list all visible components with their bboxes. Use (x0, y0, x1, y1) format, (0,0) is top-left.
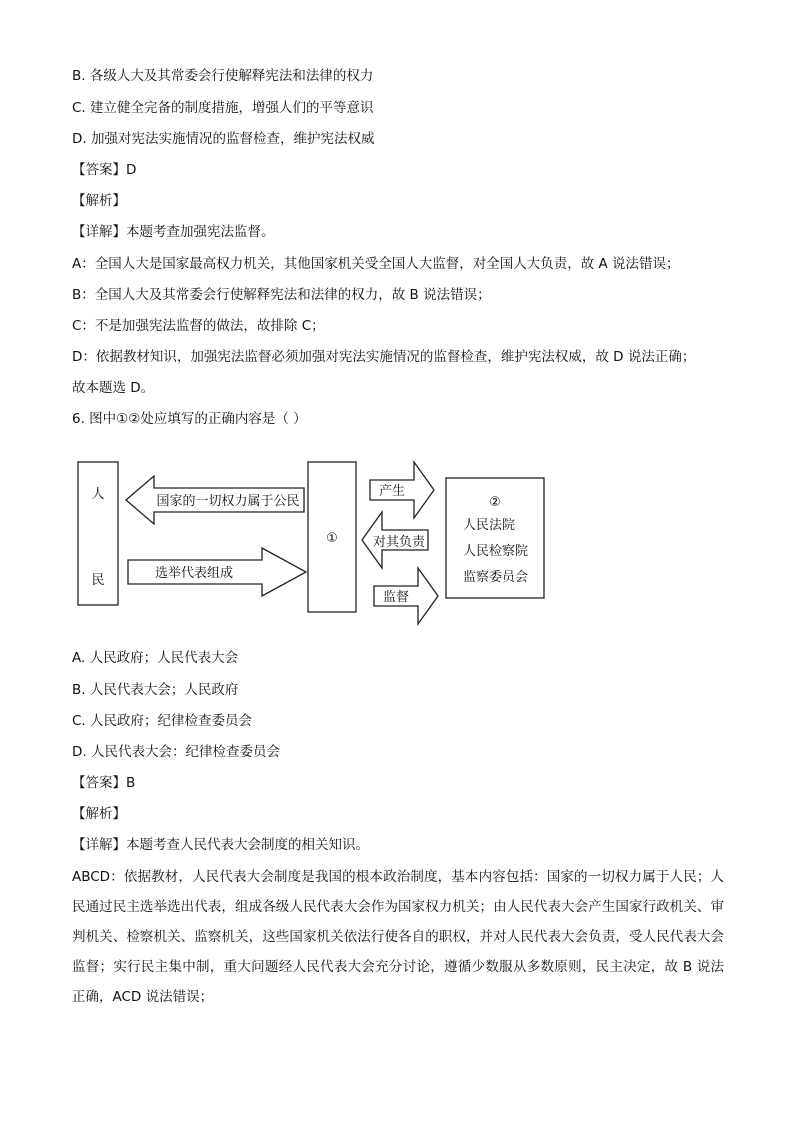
q5-explanation-c: C：不是加强宪法监督的做法，故排除 C； (72, 318, 325, 334)
q5-option-d: D. 加强对宪法实施情况的监督检查，维护宪法权威 (72, 131, 375, 147)
box-2-line-3: 监察委员会 (463, 570, 529, 585)
arrow-responsible-label: 对其负责 (372, 535, 426, 550)
arrow-supervise-label: 监督 (382, 590, 410, 605)
q5-option-b: B. 各级人大及其常委会行使解释宪法和法律的权力 (72, 68, 374, 84)
box-2-line-1: 人民法院 (463, 518, 516, 533)
arrow-elect-label: 选举代表组成 (154, 566, 234, 581)
people-char-1: 人 (91, 487, 105, 502)
q6-option-b: B. 人民代表大会；人民政府 (72, 682, 239, 698)
q5-analysis-label: 【解析】 (72, 193, 126, 209)
box-2-title: ② (489, 495, 501, 510)
people-congress-diagram (72, 450, 552, 635)
q5-option-c: C. 建立健全完备的制度措施，增强人们的平等意识 (72, 100, 374, 116)
q5-detail: 【详解】本题考查加强宪法监督。 (72, 224, 275, 240)
q6-option-c: C. 人民政府；纪律检查委员会 (72, 713, 253, 729)
q6-option-d: D. 人民代表大会：纪律检查委员会 (72, 744, 280, 760)
box-1-label: ① (326, 531, 338, 546)
q6-analysis-label: 【解析】 (72, 806, 126, 822)
q5-conclusion: 故本题选 D。 (72, 380, 155, 396)
arrow-produce-label: 产生 (378, 484, 406, 499)
q6-answer: 【答案】B (72, 775, 136, 791)
q6-detail: 【详解】本题考查人民代表大会制度的相关知识。 (72, 837, 369, 853)
q6-question: 6. 图中①②处应填写的正确内容是（ ） (72, 411, 307, 427)
arrow-power-label: 国家的一切权力属于公民 (156, 494, 300, 509)
q5-explanation-d: D：依据教材知识，加强宪法监督必须加强对宪法实施情况的监督检查，维护宪法权威，故 D 说法正确； (72, 349, 696, 365)
people-char-2: 民 (91, 573, 105, 588)
q5-answer: 【答案】D (72, 162, 137, 178)
box-2-line-2: 人民检察院 (463, 544, 529, 559)
q5-explanation-a: A：全国人大是国家最高权力机关，其他国家机关受全国人大监督，对全国人大负责，故 A 说法错误； (72, 256, 680, 272)
q5-explanation-b: B：全国人大及其常委会行使解释宪法和法律的权力，故 B 说法错误； (72, 287, 491, 303)
q6-explanation: ABCD：依据教材，人民代表大会制度是我国的根本政治制度，基本内容包括：国家的一切权力属于人民；人民通过民主选举选出代表，组成各级人民代表大会作为国家权力机关；由人民代表大会产生国家行政机关、审判机关、检察机关、监察机关，这些国家机关依法行使各自的职权，并对人民代表大会负责，受人民代表大会监督；实行民主集中制，重大问题经人民代表大会充分讨论，遵循少数服从多数原则，民主决定，故 B 说法正确，ACD 说法错误； (72, 869, 724, 1005)
q6-option-a: A. 人民政府；人民代表大会 (72, 650, 239, 666)
